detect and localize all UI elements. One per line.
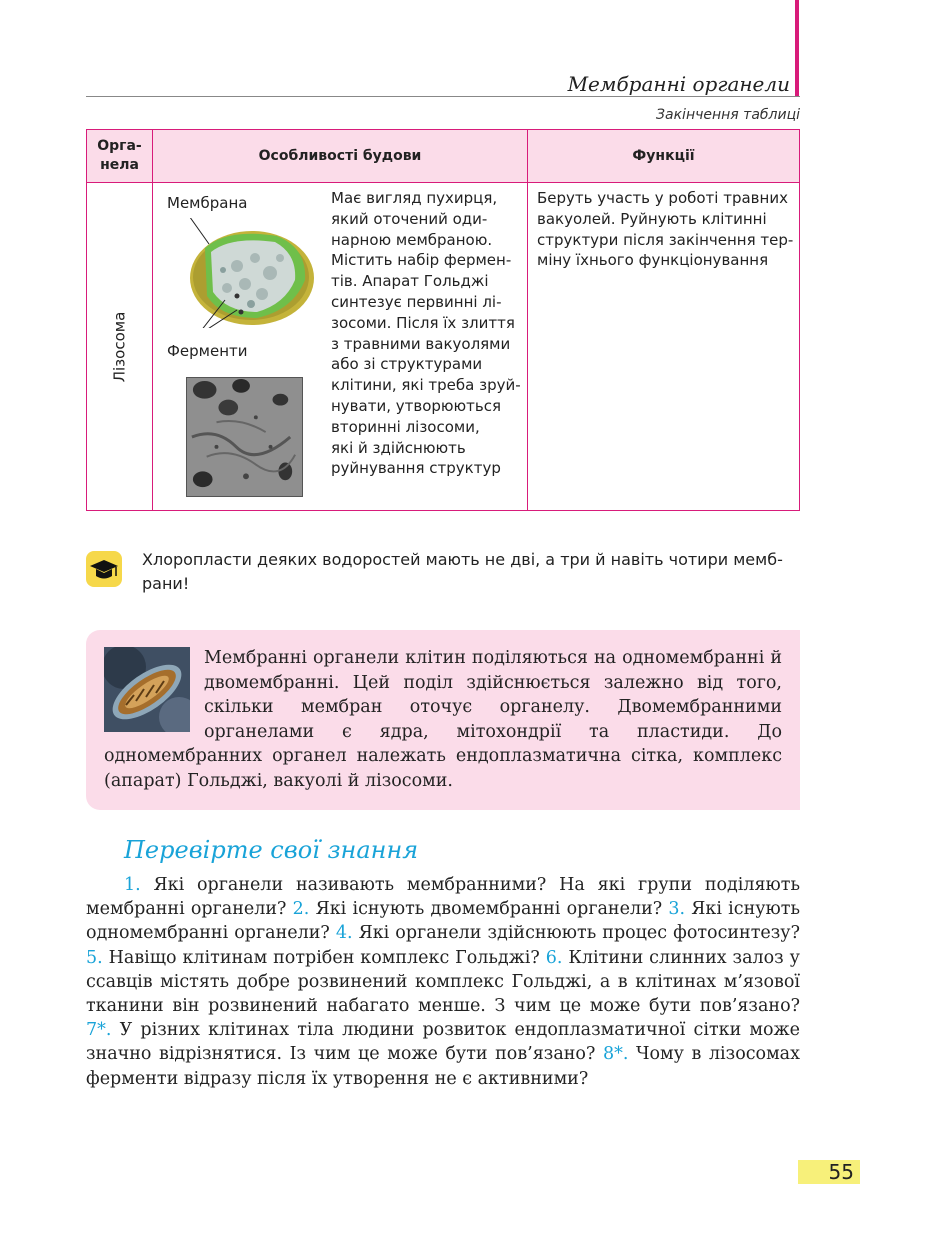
- col-divider: [152, 130, 153, 510]
- structure-description: Має вигляд пухирця, який оточений оди- нарною мембраною. Містить набір фермен- тів. Апарат Гольджі синтезує первинні лі- зосоми. Після їх злиття з травними вакуолями або зі структурами клітини, які треба зруй- нувати, утворюються вторинні лізосоми, які й здійснюють руйнування структур: [331, 189, 521, 478]
- summary-text: Мембранні органели клітин поділяються на одномембранні й двомембранні. Цей поділ здійснюється залежно від того, скільки мембран оточує органелу. Двомембранними органелами є ядра, мітохондрії та пластиди. До одномембранних органел належать ендоплазматична сітка, комплекс (апарат) Гольджі, вакуолі й лізосоми.: [104, 648, 782, 791]
- question-number: 7*.: [86, 1020, 112, 1041]
- question-number: 8*.: [602, 1044, 629, 1065]
- section-heading-check: Перевірте свої знання: [124, 836, 419, 864]
- lysosome-micrograph: [186, 377, 303, 497]
- label-enzymes: Ферменти: [167, 342, 248, 360]
- question-text: Які існують двомембранні органели?: [315, 899, 663, 920]
- question-text: Які існують одномембранні органели?: [86, 899, 800, 944]
- page-number: 55: [798, 1160, 860, 1184]
- question-text: Клітини слинних залоз у ссавців містять добре розвинений комплекс Гольджі, а в клітинах м’язової тканини він розвинений набагато менше. З чим це може бути пов’язано?: [86, 947, 800, 1017]
- question-text: Чому в лізосомах ферменти відразу після їх утворення не є активними?: [86, 1044, 800, 1089]
- question-text: Навіщо клітинам потрібен комплекс Гольджі?: [108, 947, 540, 968]
- fact-text: Хлоропласти деяких водоростей мають не дві, а три й навіть чотири мемб-рани!: [142, 550, 783, 593]
- col-header-functions: Функції: [528, 130, 799, 182]
- question-text: Які органели здійснюють процес фотосинтезу?: [358, 923, 800, 944]
- questions-paragraph: [86, 873, 800, 1091]
- header-divider: [86, 96, 800, 97]
- col-header-structure: Особливості будови: [153, 130, 527, 182]
- lysosome-illustration: [167, 218, 317, 328]
- functions-description: Беруть участь у роботі травних вакуолей. Руйнують клітинні структури після закінчення тер- міну їхнього функціонування: [537, 189, 794, 270]
- table-continuation-note: Закінчення таблиці: [656, 107, 800, 123]
- section-title: Мембранні органели: [567, 72, 790, 96]
- label-membrane: Мембрана: [167, 194, 248, 212]
- col-divider: [527, 130, 528, 510]
- question-text: Які органели називають мембранними? На які групи поділяють мембранні органели?: [86, 875, 800, 920]
- question-number: 3.: [668, 899, 686, 920]
- organelle-name: Лізосома: [110, 311, 129, 383]
- question-number: 2.: [292, 899, 310, 920]
- header-row-divider: [87, 182, 799, 183]
- question-number: 1.: [124, 875, 141, 895]
- question-text: У різних клітинах тіла людини розвиток ендоплазматичної сітки може значно відрізнятися. Із чим це може бути пов’язано?: [86, 1020, 800, 1065]
- question-number: 6.: [545, 947, 563, 968]
- question-number: 5.: [86, 947, 103, 968]
- section-accent-bar: [795, 0, 799, 96]
- question-number: 4.: [335, 923, 353, 944]
- graduation-cap-icon: [86, 551, 122, 587]
- col-header-organelle: Орга- нела: [87, 130, 152, 182]
- organelle-cell: [87, 182, 152, 512]
